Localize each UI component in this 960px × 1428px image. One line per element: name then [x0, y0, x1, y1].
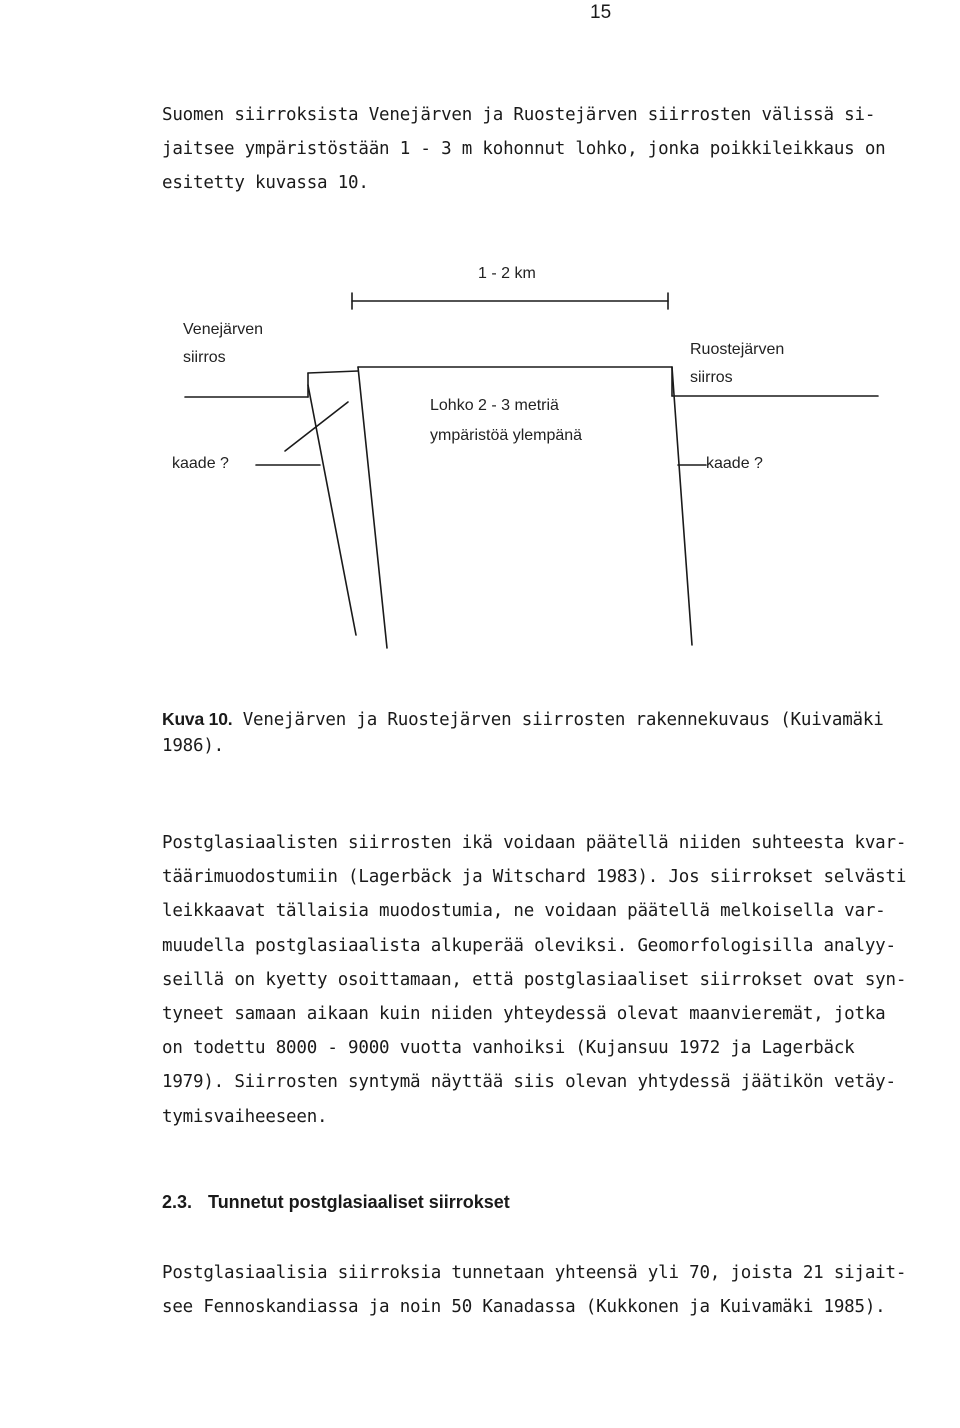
body-paragraph: [162, 826, 954, 1134]
body-line: tymisvaiheeseen.: [162, 1106, 328, 1127]
right-dip-label: kaade ?: [706, 455, 763, 472]
body-line: Postglasiaalisten siirrosten ikä voidaan päätellä niiden suhteesta kvar-: [162, 833, 907, 853]
caption-text: 1986).: [162, 736, 225, 756]
intro-line: jaitsee ympäristöstään 1 - 3 m kohonnut lohko, jonka poikkileikkaus on: [162, 139, 886, 159]
body-paragraph: [162, 1256, 954, 1324]
intro-line: Suomen siirroksista Venejärven ja Ruostejärven siirrosten välissä si-: [162, 105, 876, 125]
intro-line: esitetty kuvassa 10.: [162, 173, 369, 193]
body-line: 1979). Siirrosten syntymä näyttää siis olevan yhtydessä jäätikön vetäy-: [162, 1072, 896, 1093]
intro-paragraph: [162, 98, 954, 200]
left-fault-inner: [358, 367, 387, 648]
left-dip-label: kaade ?: [172, 455, 229, 472]
body-line: see Fennoskandiassa ja noin 50 Kanadassa (Kukkonen ja Kuivamäki 1985).: [162, 1297, 886, 1317]
body-line: Postglasiaalisia siirroksia tunnetaan yhteensä yli 70, joista 21 sijait-: [162, 1263, 907, 1283]
left-fault-outer: [308, 385, 356, 635]
body-line: leikkaavat tällaisia muodostumia, ne voidaan päätellä melkoisella var-: [162, 901, 886, 922]
body-line: tyneet samaan aikaan kuin niiden yhteydessä olevat maanvieremät, jotka: [162, 1004, 886, 1025]
body-line: muudella postglasiaalista alkuperää oleviksi. Geomorfologisilla analyy-: [162, 935, 896, 956]
body-line: on todettu 8000 - 9000 vuotta vanhoiksi (Kujansuu 1972 ja Lagerbäck: [162, 1038, 855, 1059]
right-fault-label: siirros: [690, 369, 733, 386]
scale-label: 1 - 2 km: [478, 265, 536, 282]
body-line: täärimuodostumiin (Lagerbäck ja Witschard 1983). Jos siirrokset selvästi: [162, 867, 907, 888]
right-fault-label: Ruostejärven: [690, 341, 785, 358]
section-title: Tunnetut postglasiaaliset siirrokset: [208, 1192, 510, 1212]
left-fault-label: siirros: [183, 349, 226, 366]
right-fault: [672, 367, 692, 645]
left-fault-label: Venejärven: [183, 321, 264, 338]
caption-text: Venejärven ja Ruostejärven siirrosten rakennekuvaus (Kuivamäki: [232, 710, 884, 730]
section-heading: [162, 1192, 510, 1213]
block-label: ympäristöä ylempänä: [430, 427, 583, 444]
block-label-leader: [285, 402, 348, 451]
fault-diagram-drawing: [0, 255, 960, 675]
left-block-edge: [308, 371, 358, 373]
section-number: 2.3.: [162, 1192, 193, 1212]
caption-prefix: Kuva 10.: [162, 709, 233, 729]
page-number: 15: [590, 2, 612, 23]
figure-caption: [162, 706, 954, 759]
block-label: Lohko 2 - 3 metriä: [430, 397, 559, 414]
fault-cross-section-figure: [0, 255, 960, 675]
body-line: seillä on kyetty osoittamaan, että postglasiaaliset siirrokset ovat syn-: [162, 969, 907, 990]
